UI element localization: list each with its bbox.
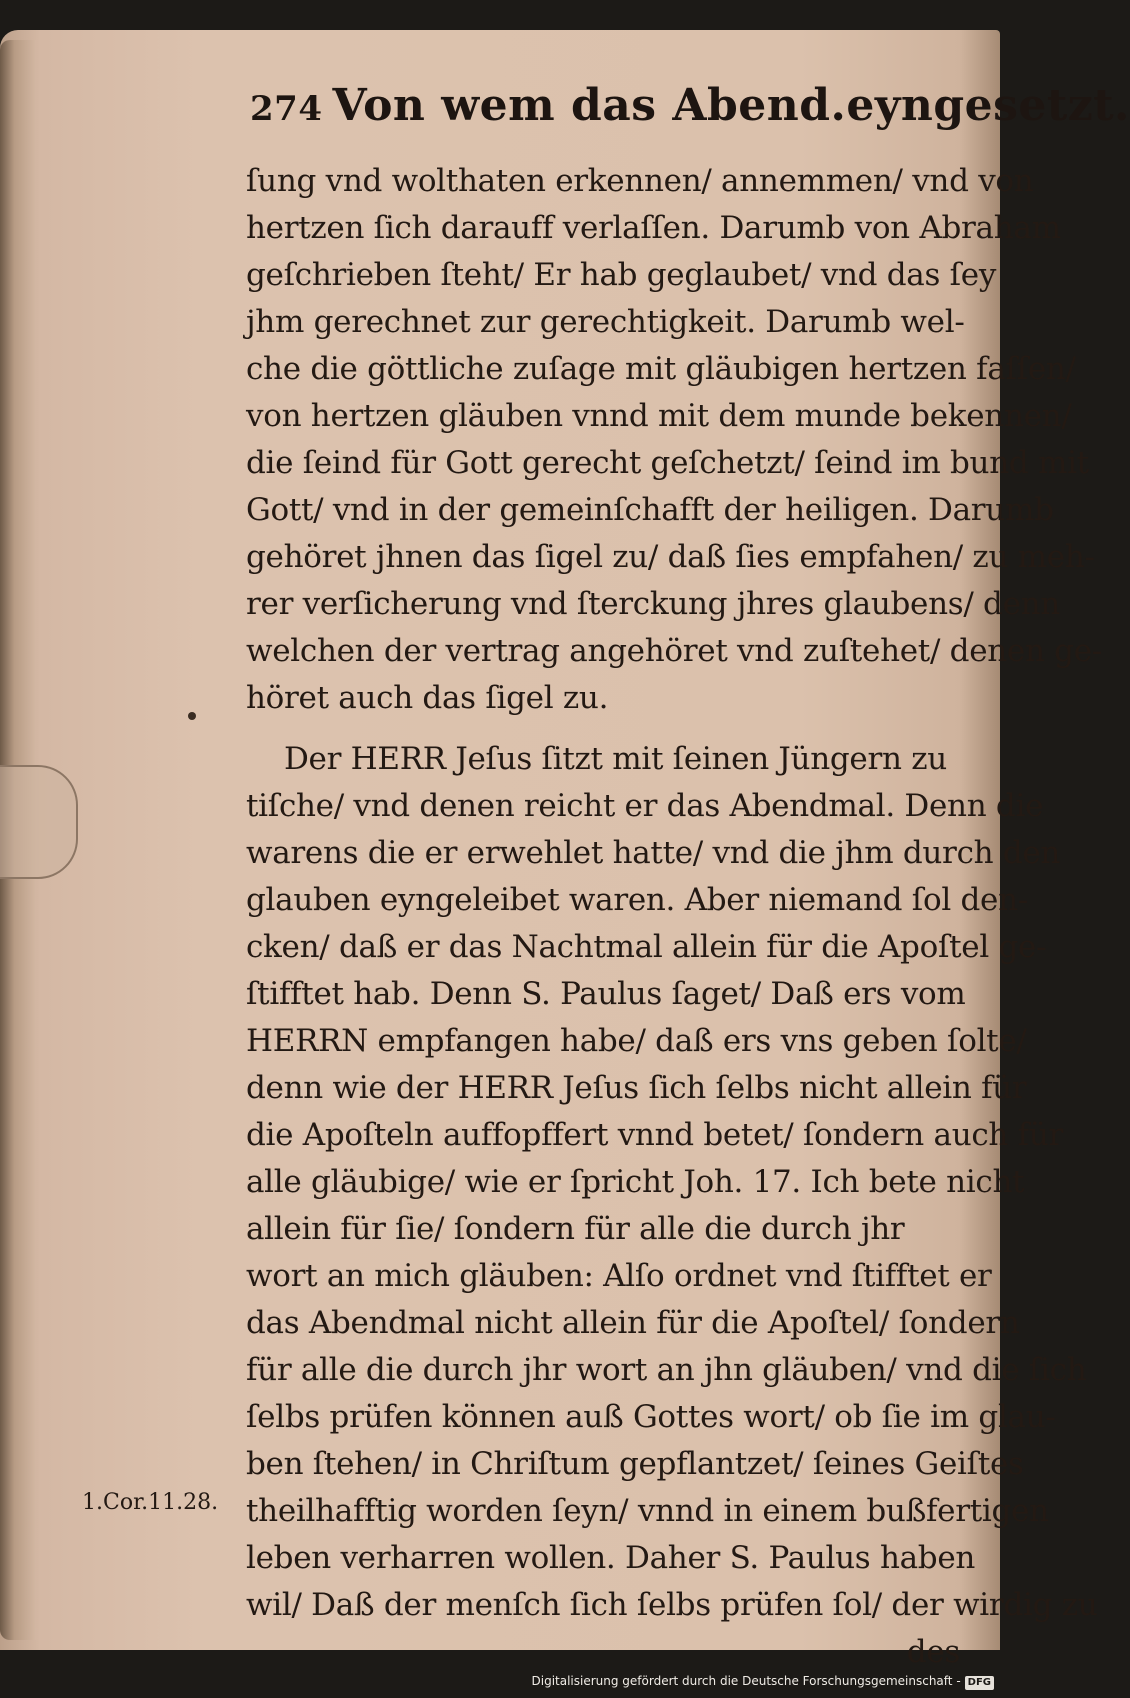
catchword: des (906, 1634, 960, 1670)
text-line: theilhafftig worden ſeyn/ vnnd in einem bußfertigen (246, 1493, 1049, 1529)
text-line: leben verharren wollen. Daher S. Paulus haben (246, 1540, 976, 1576)
text-line: Der HERR Jeſus ſitzt mit ſeinen Jüngern zu (284, 741, 947, 777)
text-line: rer verſicherung vnd ſterckung jhres glaubens/ denn (246, 586, 1060, 622)
text-line: Gott/ vnd in der gemeinſchafft der heiligen. Darumb (246, 492, 1054, 528)
text-line: die Apoſteln auffopffert vnnd betet/ ſondern auch für (246, 1117, 1063, 1153)
text-line: ſung vnd wolthaten erkennen/ annemmen/ vnd von (246, 163, 1034, 199)
text-line: gehöret jhnen das ſigel zu/ daß ſies empfahen/ zu meh- (246, 539, 1095, 575)
dfg-logo: DFG (965, 1676, 994, 1690)
page-clip (0, 765, 78, 879)
margin-reference: 1.Cor.11.28. (82, 1490, 219, 1515)
text-line: ſtifftet hab. Denn S. Paulus ſaget/ Daß ers vom (246, 976, 966, 1012)
text-line: hertzen ſich darauff verlaſſen. Darumb von Abraham (246, 210, 1061, 246)
digitization-credit (532, 1670, 995, 1692)
credit-text: Digitalisierung gefördert durch die Deutsche Forschungsgemeinschaft - (531, 1674, 961, 1688)
text-line: denn wie der HERR Jeſus ſich ſelbs nicht allein für (246, 1070, 1027, 1106)
body-text (246, 158, 1102, 1676)
text-line: für alle die durch jhr wort an jhn gläuben/ vnd die ſich (246, 1352, 1087, 1388)
text-line: allein für ſie/ ſondern für alle die durch jhr (246, 1211, 905, 1247)
page-number: 274 (250, 89, 323, 129)
text-line: das Abendmal nicht allein für die Apoſtel/ ſondern (246, 1305, 1020, 1341)
text-line: tiſche/ vnd denen reicht er das Abendmal. Denn die (246, 788, 1044, 824)
margin-dot (188, 712, 196, 720)
text-line: von hertzen gläuben vnnd mit dem munde bekennen/ (246, 398, 1072, 434)
text-line: che die göttliche zuſage mit gläubigen hertzen faſſen/ (246, 351, 1076, 387)
running-header (250, 80, 1130, 150)
text-line: geſchrieben ſteht/ Er hab geglaubet/ vnd das ſey (246, 257, 997, 293)
text-line: alle gläubige/ wie er ſpricht Joh. 17. Ich bete nicht (246, 1164, 1025, 1200)
text-line: die ſeind für Gott gerecht geſchetzt/ ſeind im bund mit (246, 445, 1089, 481)
text-line: wil/ Daß der menſch ſich ſelbs prüfen ſol/ der wirdig zu (246, 1587, 1098, 1623)
text-line: ſelbs prüfen können auß Gottes wort/ ob ſie im glau- (246, 1399, 1056, 1435)
text-line: höret auch das ſigel zu. (246, 680, 609, 716)
text-line: HERRN empfangen habe/ daß ers vns geben ſolte/ (246, 1023, 1027, 1059)
text-line: wort an mich gläuben: Alſo ordnet vnd ſtifftet er (246, 1258, 992, 1294)
running-title: Von wem das Abend.eyngesetzt. (332, 80, 1130, 131)
text-line: glauben eyngeleibet waren. Aber niemand ſol den- (246, 882, 1028, 918)
text-line: welchen der vertrag angehöret vnd zuſtehet/ denen ge- (246, 633, 1102, 669)
text-line: cken/ daß er das Nachtmal allein für die Apoſtel ge- (246, 929, 1047, 965)
text-line: warens die er erwehlet hatte/ vnd die jhm durch den (246, 835, 1061, 871)
text-line: jhm gerechnet zur gerechtigkeit. Darumb wel- (246, 304, 965, 340)
text-line: ben ſtehen/ in Chriſtum gepflantzet/ ſeines Geiſtes (246, 1446, 1024, 1482)
